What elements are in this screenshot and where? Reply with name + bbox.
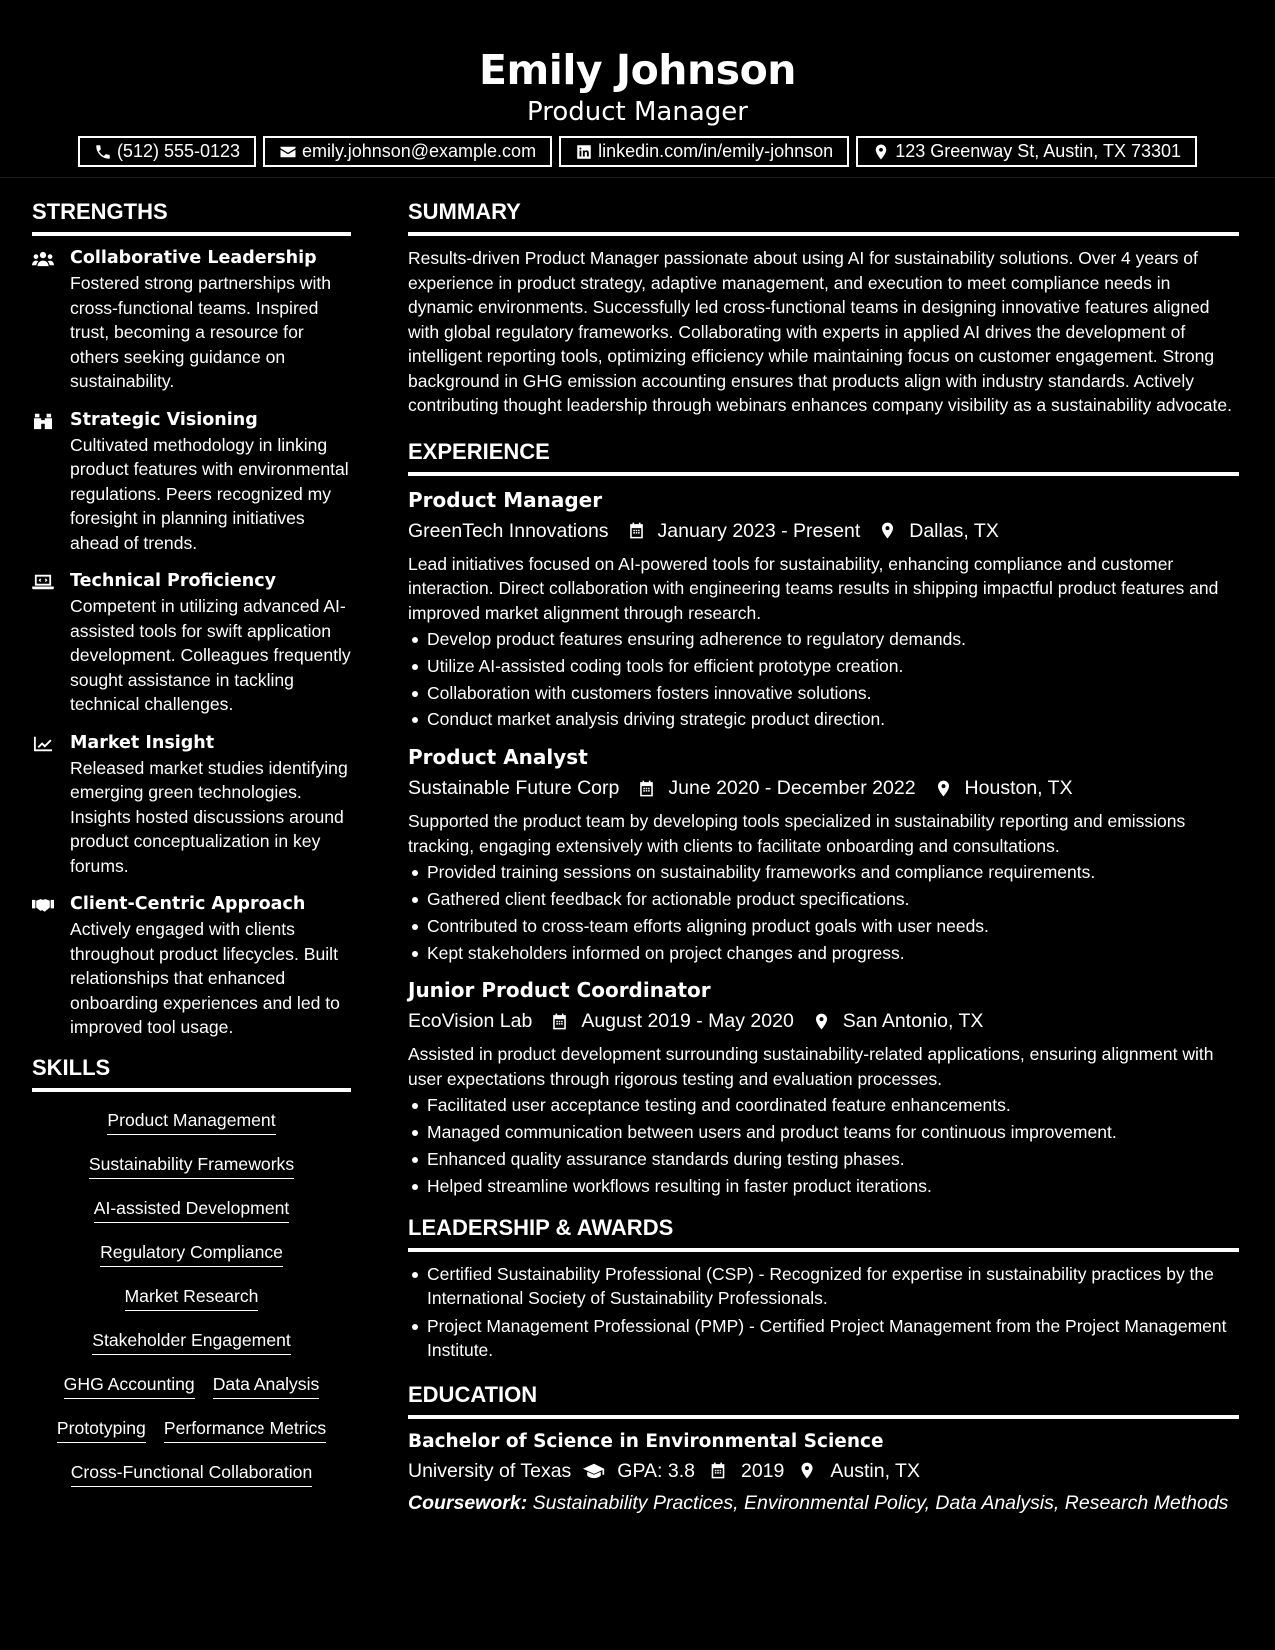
handshake-icon — [32, 896, 54, 914]
job-bullet: Collaboration with customers fosters innovative solutions. — [408, 680, 1239, 707]
users-icon — [32, 250, 54, 268]
calendar-icon — [627, 521, 646, 540]
map-pin-icon — [878, 521, 897, 540]
job-description: Supported the product team by developing tools specialized in sustainability reporting and emissions tracking, engaging extensively with clients to facilitate onboarding and consultations. — [408, 811, 1186, 856]
job-bullets — [408, 1092, 1239, 1199]
skill-tag: Performance Metrics — [164, 1416, 326, 1443]
coursework-list: Sustainability Practices, Environmental Policy, Data Analysis, Research Methods — [532, 1491, 1229, 1514]
candidate-title: Product Manager — [527, 97, 748, 127]
phone-icon — [94, 143, 112, 161]
job-description: Assisted in product development surrounding sustainability-related applications, ensuring alignment with user expectations through rigorous testing and evaluation processes. — [408, 1044, 1214, 1089]
job-dates: June 2020 - December 2022 — [668, 777, 916, 800]
contact-address-text: 123 Greenway St, Austin, TX 73301 — [895, 141, 1182, 161]
map-pin-icon — [796, 1461, 818, 1480]
education-heading: EDUCATION — [408, 1381, 1239, 1419]
skills-heading: SKILLS — [32, 1054, 351, 1092]
candidate-name: Emily Johnson — [479, 46, 796, 94]
job-bullet: Develop product features ensuring adherence to regulatory demands. — [408, 626, 1239, 653]
skill-tag: AI-assisted Development — [94, 1196, 290, 1223]
education-coursework — [408, 1491, 1239, 1516]
contact-email[interactable] — [263, 136, 552, 167]
skill-tag: GHG Accounting — [64, 1372, 195, 1399]
strengths-heading: STRENGTHS — [32, 198, 351, 236]
strength-title: Strategic Visioning — [70, 409, 258, 430]
job-company: EcoVision Lab — [408, 1010, 533, 1033]
job-bullet: Managed communication between users and product teams for continuous improvement. — [408, 1119, 1239, 1146]
job-bullet: Conduct market analysis driving strategic product direction. — [408, 706, 1239, 733]
binoculars-icon — [32, 412, 54, 430]
chart-line-icon — [32, 735, 54, 753]
summary-heading: SUMMARY — [408, 198, 1239, 236]
map-pin-icon — [934, 779, 953, 798]
education-location: Austin, TX — [830, 1459, 920, 1482]
job-title: Product Manager — [408, 487, 603, 512]
job-company: Sustainable Future Corp — [408, 777, 620, 800]
job-meta — [408, 515, 1239, 547]
job-company: GreenTech Innovations — [408, 519, 609, 542]
strength-item — [32, 892, 351, 1040]
map-pin-icon — [872, 143, 890, 161]
job-meta — [408, 1005, 1239, 1037]
job-bullet: Contributed to cross-team efforts aligning product goals with user needs. — [408, 913, 1239, 940]
strength-desc: Cultivated methodology in linking product features with environmental regulations. Peers recognized my foresight in planning initiatives ahead of trends. — [70, 434, 349, 553]
linkedin-icon — [575, 143, 593, 161]
skill-tag: Prototyping — [57, 1416, 146, 1443]
envelope-icon — [279, 143, 297, 161]
contact-linkedin[interactable] — [559, 136, 849, 167]
education-meta — [408, 1455, 1239, 1487]
skills-list — [32, 1102, 351, 1487]
contact-linkedin-text: linkedin.com/in/emily-johnson — [598, 141, 834, 161]
job-bullets — [408, 626, 1239, 733]
skill-tag: Product Management — [107, 1108, 275, 1135]
job-bullet: Provided training sessions on sustainability frameworks and compliance requirements. — [408, 859, 1239, 886]
awards-heading: LEADERSHIP & AWARDS — [408, 1214, 1239, 1252]
strength-item — [32, 408, 351, 556]
skill-tag: Regulatory Compliance — [100, 1240, 283, 1267]
calendar-icon — [637, 779, 656, 798]
job-dates: January 2023 - Present — [657, 519, 861, 542]
strength-desc: Actively engaged with clients throughout product lifecycles. Built relationships that enhanced onboarding experiences and led to improved tool usage. — [70, 919, 340, 1037]
strength-item — [32, 246, 351, 394]
job-title: Junior Product Coordinator — [408, 978, 711, 1003]
calendar-icon — [550, 1012, 569, 1031]
contact-phone-text: (512) 555-0123 — [116, 141, 241, 161]
experience-heading: EXPERIENCE — [408, 438, 1239, 476]
coursework-label: Coursework: — [408, 1491, 528, 1514]
strength-title: Client-Centric Approach — [70, 894, 306, 914]
skill-tag: Stakeholder Engagement — [92, 1328, 291, 1355]
strength-title: Collaborative Leadership — [70, 248, 317, 268]
job-title: Product Analyst — [408, 745, 588, 770]
skill-tag: Data Analysis — [213, 1372, 320, 1399]
job-bullet: Enhanced quality assurance standards during testing phases. — [408, 1146, 1239, 1173]
strength-item — [32, 569, 351, 717]
contact-phone[interactable] — [78, 136, 256, 167]
strength-desc: Fostered strong partnerships with cross-functional teams. Inspired trust, becoming a resource for others seeking guidance on sustainability. — [70, 273, 332, 391]
calendar-icon — [707, 1461, 729, 1480]
award-item: Certified Sustainability Professional (CSP) - Recognized for expertise in sustainability practices by the International Society of Sustainability Professionals. — [408, 1262, 1239, 1311]
skill-tag: Sustainability Frameworks — [89, 1152, 294, 1179]
job-entry — [408, 743, 1239, 966]
job-bullet: Utilize AI-assisted coding tools for efficient prototype creation. — [408, 653, 1239, 680]
skill-tag: Cross-Functional Collaboration — [71, 1460, 313, 1487]
strength-desc: Released market studies identifying emerging green technologies. Insights hosted discussions around product conceptualization in key forums. — [70, 757, 348, 876]
education-school: University of Texas — [408, 1459, 572, 1482]
contact-bar — [0, 136, 1275, 167]
job-dates: August 2019 - May 2020 — [581, 1010, 794, 1033]
left-column — [32, 178, 351, 1487]
job-bullet: Facilitated user acceptance testing and coordinated feature enhancements. — [408, 1092, 1239, 1119]
right-column — [408, 178, 1239, 1515]
map-pin-icon — [812, 1012, 831, 1031]
strength-item — [32, 731, 351, 879]
job-bullet: Kept stakeholders informed on project changes and progress. — [408, 940, 1239, 967]
laptop-code-icon — [32, 573, 54, 591]
contact-address[interactable] — [856, 136, 1197, 167]
strength-title: Market Insight — [70, 732, 215, 753]
job-location: Dallas, TX — [909, 519, 999, 542]
job-bullet: Gathered client feedback for actionable product specifications. — [408, 886, 1239, 913]
job-entry — [408, 976, 1239, 1199]
job-description: Lead initiatives focused on AI-powered tools for sustainability, enhancing compliance and customer interaction. Direct collaboration with engineering teams results in shipping impactful product features and improved market alignment through research. — [408, 553, 1219, 623]
strength-title: Technical Proficiency — [70, 571, 276, 591]
graduation-cap-icon — [583, 1461, 605, 1480]
strength-desc: Competent in utilizing advanced AI-assisted tools for swift application development. Colleagues frequently sought assistance in tackling technical challenges. — [70, 596, 351, 714]
job-bullet: Helped streamline workflows resulting in faster product iterations. — [408, 1173, 1239, 1200]
award-item: Project Management Professional (PMP) - Certified Project Management from the Project Management Institute. — [408, 1314, 1239, 1363]
resume-header — [0, 0, 1275, 178]
contact-email-text: emily.johnson@example.com — [302, 141, 537, 161]
education-gpa: GPA: 3.8 — [617, 1459, 695, 1482]
job-meta — [408, 772, 1239, 804]
job-entry — [408, 486, 1239, 734]
summary-text: Results-driven Product Manager passionate about using AI for sustainability solutions. Over 4 years of experience in product strategy, adaptive management, and execution to meet compliance needs in dynamic environments. Successfully led cross-functional teams in designing innovative features aligned with global regulatory frameworks. Collaborating with experts in applied AI drives the development of intelligent reporting tools, optimizing efficiency while maintaining focus on customer engagement. Strong background in GHG emission accounting ensures that products align with industry standards. Actively contributing thought leadership through webinars enhances company visibility as a sustainability advocate. — [408, 248, 1232, 415]
awards-list — [408, 1262, 1239, 1363]
job-location: San Antonio, TX — [842, 1010, 984, 1033]
education-degree: Bachelor of Science in Environmental Science — [408, 1430, 884, 1452]
education-year: 2019 — [740, 1459, 785, 1482]
skill-tag: Market Research — [125, 1284, 259, 1311]
job-location: Houston, TX — [964, 777, 1073, 800]
job-bullets — [408, 859, 1239, 966]
